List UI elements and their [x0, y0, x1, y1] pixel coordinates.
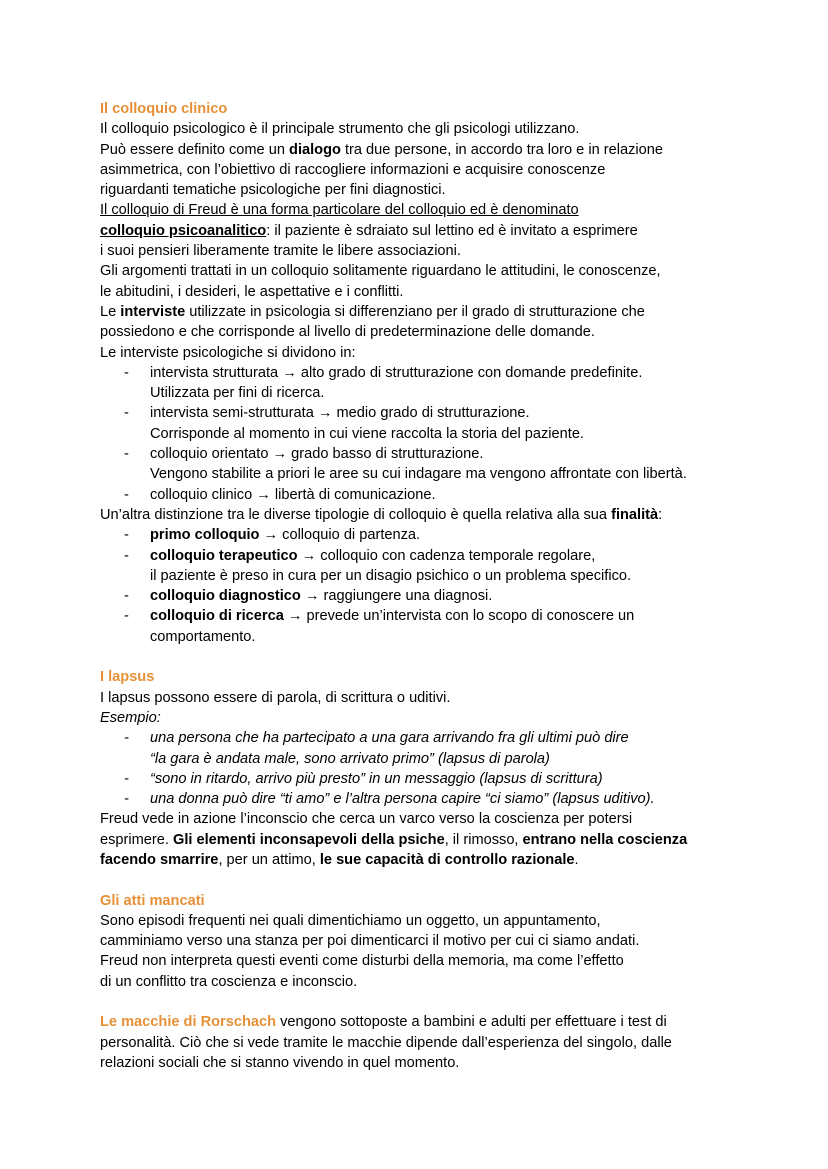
list-item: - intervista semi-strutturata → medio grado di strutturazione. Corrisponde al momento in cui viene raccolta la storia del paziente.	[124, 405, 584, 442]
dash-bullet: -	[124, 486, 129, 503]
dash-bullet: -	[124, 588, 129, 605]
paragraph-line: riguardanti tematiche psicologiche per fini diagnostici.	[100, 182, 446, 199]
dash-bullet: -	[124, 527, 129, 544]
dash-bullet: -	[124, 446, 129, 463]
paragraph-line: Può essere definito come un dialogo tra due persone, in accordo tra loro e in relazione	[100, 141, 663, 158]
paragraph-line: le abitudini, i desideri, le aspettative e i conflitti.	[100, 283, 404, 300]
paragraph-line: asimmetrica, con l’obiettivo di raccogliere informazioni e acquisire conoscenze	[100, 161, 606, 178]
list-item: - colloquio clinico → libertà di comunicazione.	[100, 485, 788, 505]
paragraph-line: Le interviste utilizzate in psicologia si differenziano per il grado di strutturazione che	[100, 303, 645, 320]
list-item: - intervista strutturata → alto grado di strutturazione con domande predefinite. Utilizzata per fini di ricerca.	[124, 364, 643, 402]
section-title-atti-mancati: Gli atti mancati	[100, 892, 205, 909]
list-item: - colloquio terapeutico → colloquio con cadenza temporale regolare, il paziente è preso in cura per un disagio psichico o un problema specifico.	[124, 547, 632, 584]
paragraph-line: Un’altra distinzione tra le diverse tipologie di colloquio è quella relativa alla sua finalità:	[100, 506, 663, 523]
section-title-lapsus: I lapsus	[100, 669, 155, 686]
paragraph-line: relazioni sociali che si stanno vivendo in quel momento.	[100, 1054, 460, 1071]
lapsus-examples-list	[100, 728, 788, 809]
paragraph-line: Le interviste psicologiche si dividono in:	[100, 344, 356, 361]
paragraph-line-underlined: Il colloquio di Freud è una forma particolare del colloquio ed è denominato	[100, 202, 579, 219]
paragraph-line: esprimere. Gli elementi inconsapevoli della psiche, il rimosso, entrano nella coscienza	[100, 831, 688, 848]
section-title-rorschach: Le macchie di Rorschach	[100, 1014, 277, 1031]
dash-bullet: -	[124, 791, 129, 808]
dash-bullet: -	[124, 547, 129, 564]
dash-bullet: -	[124, 364, 129, 381]
paragraph-line: I lapsus possono essere di parola, di scrittura o uditivi.	[100, 689, 451, 706]
paragraph-line: personalità. Ciò che si vede tramite le macchie dipende dall’esperienza del singolo, dalle	[100, 1034, 672, 1051]
paragraph-line: Il colloquio psicologico è il principale strumento che gli psicologi utilizzano.	[100, 121, 580, 138]
paragraph-line: Esempio:	[100, 709, 161, 726]
paragraph-line: Freud non interpreta questi eventi come disturbi della memoria, ma come l’effetto	[100, 953, 624, 970]
paragraph-line: colloquio psicoanalitico: il paziente è sdraiato sul lettino ed è invitato a esprimere	[100, 222, 638, 239]
paragraph-line: camminiamo verso una stanza per poi dimenticarci il motivo per cui ci siamo andati.	[100, 933, 640, 950]
dash-bullet: -	[124, 405, 129, 422]
list-item: - colloquio orientato → grado basso di strutturazione. Vengono stabilite a priori le aree su cui indagare ma vengono affrontate con libertà.	[124, 446, 687, 483]
paragraph-line: possiedono e che corrisponde al livello di predeterminazione delle domande.	[100, 324, 595, 341]
paragraph-line: facendo smarrire, per un attimo, le sue capacità di controllo razionale.	[100, 851, 579, 868]
list-item: - una donna può dire “ti amo” e l’altra persona capire “ci siamo” (lapsus uditivo).	[100, 789, 788, 809]
dash-bullet: -	[124, 770, 129, 787]
paragraph-line: Le macchie di Rorschach vengono sottoposte a bambini e adulti per effettuare i test di	[100, 1014, 667, 1031]
section-title-colloquio-clinico: Il colloquio clinico	[100, 101, 228, 117]
dash-bullet: -	[124, 730, 129, 747]
colloquio-purpose-list	[100, 525, 788, 647]
interview-types-list	[100, 363, 788, 505]
paragraph-line: di un conflitto tra coscienza e inconscio.	[100, 973, 358, 990]
list-item: - una persona che ha partecipato a una gara arrivando fra gli ultimi può dire “la gara è andata male, sono arrivato primo” (lapsus di parola)	[124, 730, 629, 767]
paragraph-line: Gli argomenti trattati in un colloquio solitamente riguardano le attitudini, le conoscenze,	[100, 263, 661, 280]
paragraph-line: Sono episodi frequenti nei quali dimentichiamo un oggetto, un appuntamento,	[100, 912, 601, 929]
paragraph-line: i suoi pensieri liberamente tramite le libere associazioni.	[100, 243, 461, 260]
list-item: - colloquio diagnostico → raggiungere una diagnosi.	[100, 586, 788, 606]
list-item: - colloquio di ricerca → prevede un’intervista con lo scopo di conoscere un comportamento.	[124, 608, 635, 645]
paragraph-line: Freud vede in azione l’inconscio che cerca un varco verso la coscienza per potersi	[100, 811, 633, 828]
term-colloquio-psicoanalitico: colloquio psicoanalitico	[100, 222, 267, 239]
dash-bullet: -	[124, 608, 129, 625]
list-item: - primo colloquio → colloquio di partenza.	[100, 525, 788, 545]
list-item: - “sono in ritardo, arrivo più presto” in un messaggio (lapsus di scrittura)	[100, 769, 788, 789]
